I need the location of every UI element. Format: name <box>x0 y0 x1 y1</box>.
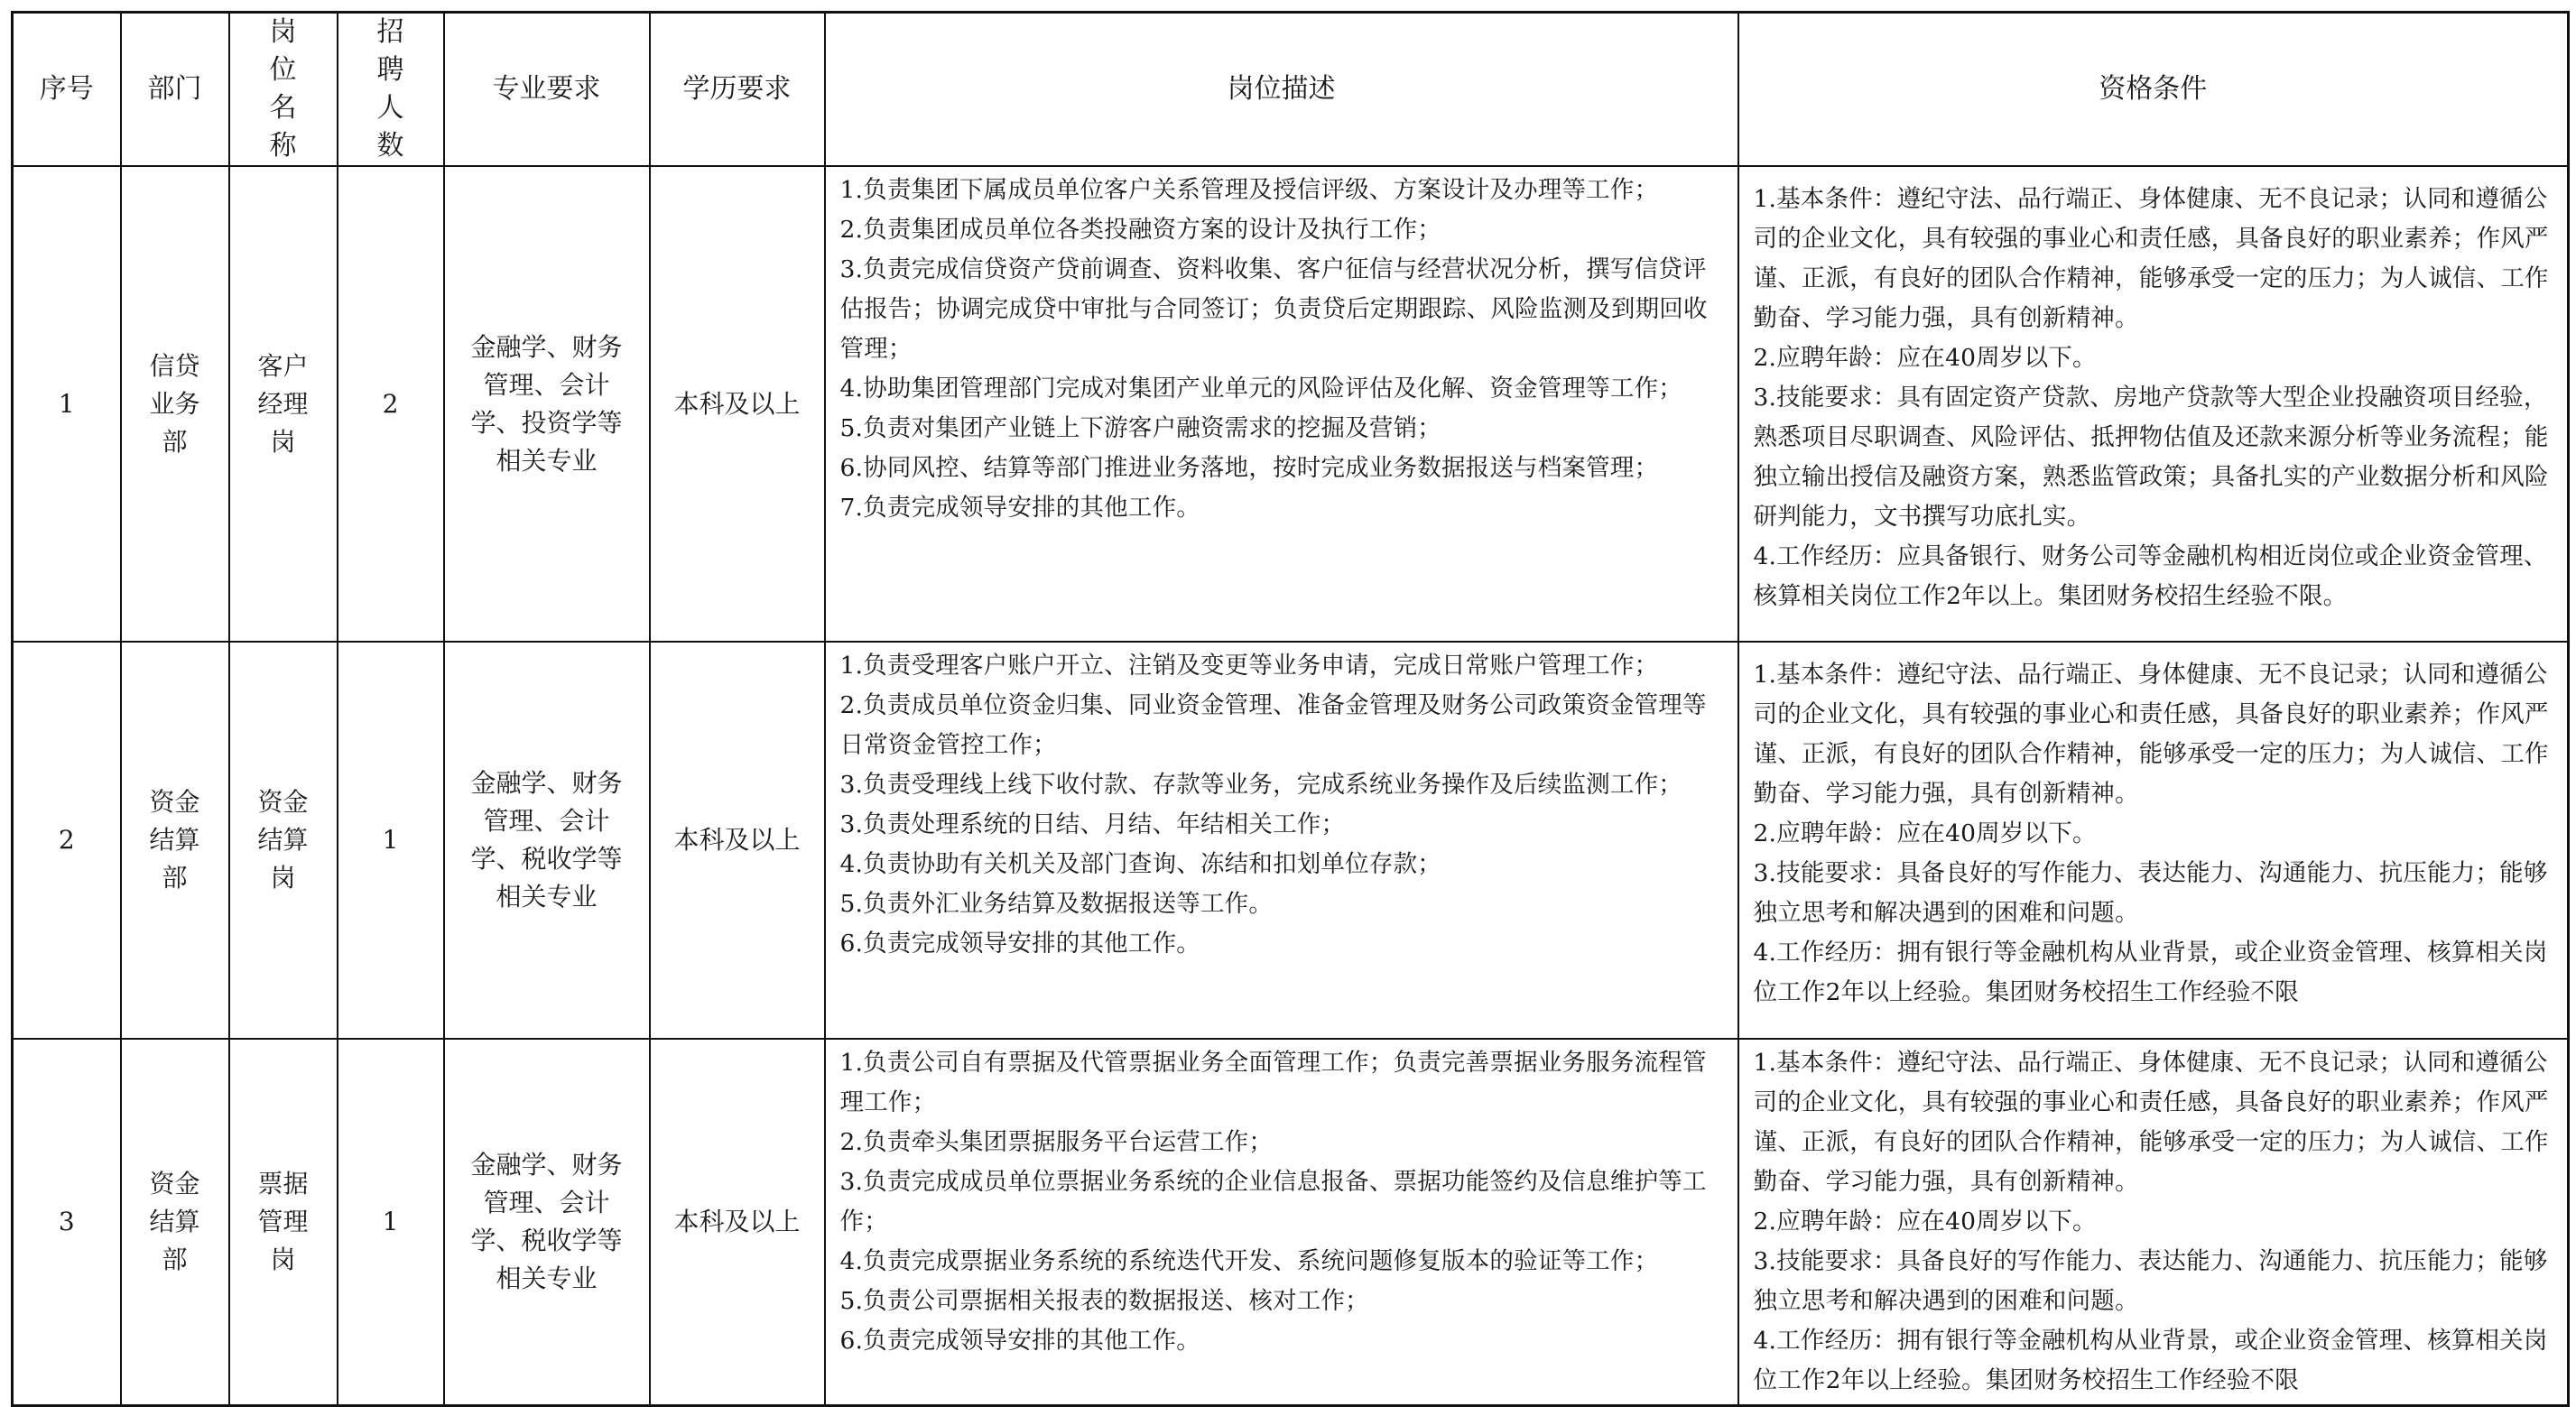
cell-seq: 1 <box>13 166 121 642</box>
cell-major: 金融学、财务管理、会计学、税收学等相关专业 <box>444 642 650 1039</box>
qualification-item: 1.基本条件：遵纪守法、品行端正、身体健康、无不良记录；认同和遵循公司的企业文化，具有较强的事业心和责任感，具备良好的职业素养；作风严谨、正派，有良好的团队合作精神，能够承受一定的压力；为人诚信、工作勤奋、学习能力强，具有创新精神。 <box>1753 185 2549 332</box>
cell-education: 本科及以上 <box>650 642 825 1039</box>
cell-position: 票据管理岗 <box>229 1039 338 1405</box>
qualification-item: 3.技能要求：具备良好的写作能力、表达能力、沟通能力、抗压能力；能够独立思考和解决遇到的困难和问题。 <box>1753 859 2548 927</box>
table-row <box>13 642 2569 1039</box>
description-item: 3.负责完成信贷资产贷前调查、资料收集、客户征信与经营状况分析，撰写信贷评估报告；协调完成贷中审批与合同签订；负责贷后定期跟踪、风险监测及到期回收管理； <box>839 255 1708 363</box>
description-item: 5.负责外汇业务结算及数据报送等工作。 <box>839 890 1274 918</box>
qualification-item: 1.基本条件：遵纪守法、品行端正、身体健康、无不良记录；认同和遵循公司的企业文化，具有较强的事业心和责任感，具备良好的职业素养；作风严谨、正派，有良好的团队合作精神，能够承受一定的压力；为人诚信、工作勤奋、学习能力强，具有创新精神。 <box>1753 1049 2549 1196</box>
table-row <box>13 166 2569 642</box>
header-description: 岗位描述 <box>825 13 1738 167</box>
description-item: 6.负责完成领导安排的其他工作。 <box>839 930 1200 958</box>
qualification-item: 3.技能要求：具有固定资产贷款、房地产贷款等大型企业投融资项目经验，熟悉项目尽职调查、风险评估、抵押物估值及还款来源分析等业务流程；能独立输出授信及融资方案，熟悉监管政策；具备扎实的产业数据分析和风险研判能力，文书撰写功底扎实。 <box>1753 384 2549 531</box>
cell-qualification <box>1738 642 2569 1039</box>
description-item: 4.负责完成票据业务系统的系统迭代开发、系统问题修复版本的验证等工作； <box>839 1247 1659 1275</box>
header-row <box>13 13 2569 167</box>
cell-seq: 2 <box>13 642 121 1039</box>
header-seq: 序号 <box>13 13 121 167</box>
cell-count: 2 <box>338 166 444 642</box>
description-item: 1.负责受理客户账户开立、注销及变更等业务申请，完成日常账户管理工作； <box>839 652 1659 680</box>
description-item: 2.负责牵头集团票据服务平台运营工作； <box>839 1128 1274 1156</box>
cell-position: 客户经理岗 <box>229 166 338 642</box>
cell-seq: 3 <box>13 1039 121 1405</box>
table-row <box>13 1039 2569 1405</box>
header-major: 专业要求 <box>444 13 650 167</box>
description-item: 3.负责完成成员单位票据业务系统的企业信息报备、票据功能签约及信息维护等工作； <box>839 1168 1707 1236</box>
header-education: 学历要求 <box>650 13 825 167</box>
cell-position: 资金结算岗 <box>229 642 338 1039</box>
description-item: 2.负责集团成员单位各类投融资方案的设计及执行工作； <box>839 216 1441 244</box>
description-item: 5.负责对集团产业链上下游客户融资需求的挖掘及营销； <box>839 414 1441 442</box>
description-item: 1.负责公司自有票据及代管票据业务全面管理工作；负责完善票据业务服务流程管理工作； <box>839 1049 1707 1116</box>
description-item: 6.负责完成领导安排的其他工作。 <box>839 1327 1200 1355</box>
description-item: 3.负责处理系统的日结、月结、年结相关工作； <box>839 810 1346 838</box>
cell-description <box>825 642 1738 1039</box>
qualification-item: 2.应聘年龄：应在40周岁以下。 <box>1753 1208 2097 1236</box>
qualification-item: 1.基本条件：遵纪守法、品行端正、身体健康、无不良记录；认同和遵循公司的企业文化，具有较强的事业心和责任感，具备良好的职业素养；作风严谨、正派，有良好的团队合作精神，能够承受一定的压力；为人诚信、工作勤奋、学习能力强，具有创新精神。 <box>1753 661 2549 808</box>
cell-major: 金融学、财务管理、会计学、投资学等相关专业 <box>444 166 650 642</box>
qualification-item: 4.工作经历：拥有银行等金融机构从业背景，或企业资金管理、核算相关岗位工作2年以上经验。集团财务校招生工作经验不限 <box>1753 1327 2548 1394</box>
qualification-item: 2.应聘年龄：应在40周岁以下。 <box>1753 344 2097 372</box>
cell-qualification <box>1738 166 2569 642</box>
description-item: 5.负责公司票据相关报表的数据报送、核对工作； <box>839 1287 1369 1315</box>
cell-count: 1 <box>338 1039 444 1405</box>
cell-dept: 资金结算部 <box>121 1039 229 1405</box>
cell-education: 本科及以上 <box>650 166 825 642</box>
qualification-item: 3.技能要求：具备良好的写作能力、表达能力、沟通能力、抗压能力；能够独立思考和解决遇到的困难和问题。 <box>1753 1247 2548 1315</box>
qualification-item: 2.应聘年龄：应在40周岁以下。 <box>1753 819 2097 847</box>
description-item: 6.协同风控、结算等部门推进业务落地，按时完成业务数据报送与档案管理； <box>839 454 1659 482</box>
description-item: 3.负责受理线上线下收付款、存款等业务，完成系统业务操作及后续监测工作； <box>839 771 1682 799</box>
cell-dept: 信贷业务部 <box>121 166 229 642</box>
description-item: 2.负责成员单位资金归集、同业资金管理、准备金管理及财务公司政策资金管理等日常资金管控工作； <box>839 691 1707 759</box>
recruitment-table <box>11 11 2570 1407</box>
header-dept: 部门 <box>121 13 229 167</box>
header-qualification: 资格条件 <box>1738 13 2569 167</box>
qualification-item: 4.工作经历：拥有银行等金融机构从业背景，或企业资金管理、核算相关岗位工作2年以上经验。集团财务校招生工作经验不限 <box>1753 939 2548 1006</box>
cell-major: 金融学、财务管理、会计学、税收学等相关专业 <box>444 1039 650 1405</box>
cell-count: 1 <box>338 642 444 1039</box>
description-item: 7.负责完成领导安排的其他工作。 <box>839 494 1200 522</box>
description-item: 4.负责协助有关机关及部门查询、冻结和扣划单位存款； <box>839 850 1441 878</box>
cell-education: 本科及以上 <box>650 1039 825 1405</box>
cell-description <box>825 1039 1738 1405</box>
header-position: 岗位名称 <box>229 13 338 167</box>
header-count: 招聘人数 <box>338 13 444 167</box>
qualification-item: 4.工作经历：应具备银行、财务公司等金融机构相近岗位或企业资金管理、核算相关岗位工作2年以上。集团财务校招生经验不限。 <box>1753 542 2548 610</box>
cell-description <box>825 166 1738 642</box>
cell-qualification <box>1738 1039 2569 1405</box>
cell-dept: 资金结算部 <box>121 642 229 1039</box>
description-item: 4.协助集团管理部门完成对集团产业单元的风险评估及化解、资金管理等工作； <box>839 375 1682 403</box>
description-item: 1.负责集团下属成员单位客户关系管理及授信评级、方案设计及办理等工作； <box>839 176 1659 204</box>
